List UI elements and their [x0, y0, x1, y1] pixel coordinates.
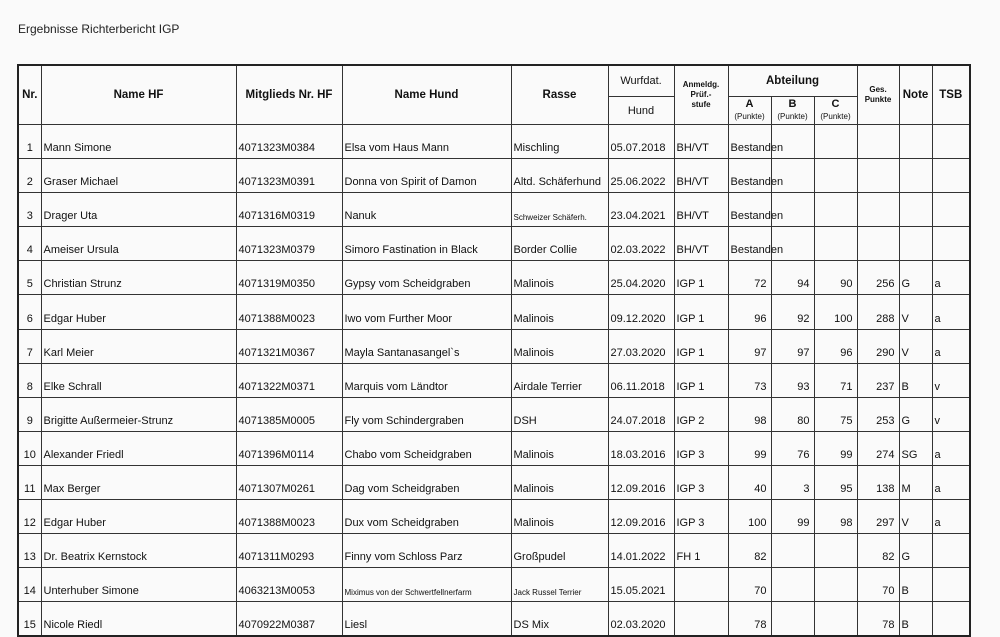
header-name-hf: Name HF [41, 65, 236, 125]
cell-wurfdat: 06.11.2018 [608, 363, 674, 397]
cell-abteilung-c: 96 [814, 329, 857, 363]
cell-abteilung-c [814, 125, 857, 159]
cell-pruefstufe: FH 1 [674, 534, 728, 568]
cell-mitglieds-nr: 4071385M0005 [236, 397, 342, 431]
header-ges-line1: Ges. [869, 85, 887, 94]
header-abteilung: Abteilung [728, 65, 857, 97]
table-row [18, 363, 970, 397]
cell-name-hund: Fly vom Schindergraben [342, 397, 511, 431]
header-b-letter: B [788, 98, 797, 110]
cell-tsb: a [932, 295, 970, 329]
cell-abteilung-a: 72 [728, 261, 771, 295]
cell-wurfdat: 15.05.2021 [608, 568, 674, 602]
table-row [18, 465, 970, 499]
cell-nr: 5 [18, 261, 41, 295]
cell-rasse: Mischling [511, 125, 608, 159]
header-ges-punkte [857, 65, 899, 125]
table-row [18, 125, 970, 159]
cell-wurfdat: 27.03.2020 [608, 329, 674, 363]
header-ges-line2: Punkte [864, 95, 892, 104]
cell-wurfdat: 05.07.2018 [608, 125, 674, 159]
cell-name-hund: Mayla Santanasangel`s [342, 329, 511, 363]
cell-name-hf: Mann Simone [41, 125, 236, 159]
cell-note [899, 125, 932, 159]
cell-name-hund: Iwo vom Further Moor [342, 295, 511, 329]
cell-abteilung-a: 100 [728, 500, 771, 534]
cell-note: G [899, 397, 932, 431]
header-nr: Nr. [18, 65, 41, 125]
cell-name-hund: Dag vom Scheidgraben [342, 465, 511, 499]
cell-mitglieds-nr: 4071319M0350 [236, 261, 342, 295]
cell-abteilung-c: 90 [814, 261, 857, 295]
cell-nr: 10 [18, 431, 41, 465]
cell-name-hf: Alexander Friedl [41, 431, 236, 465]
cell-abteilung-a: 78 [728, 602, 771, 637]
cell-note [899, 193, 932, 227]
cell-rasse: DSH [511, 397, 608, 431]
header-abteilung-a [728, 97, 771, 125]
cell-abteilung-c: 95 [814, 465, 857, 499]
header-rasse: Rasse [511, 65, 608, 125]
cell-mitglieds-nr: 4071311M0293 [236, 534, 342, 568]
cell-ges-punkte: 138 [857, 465, 899, 499]
cell-name-hund: Miximus von der Schwertfellnerfarm [342, 568, 511, 602]
cell-wurfdat: 24.07.2018 [608, 397, 674, 431]
cell-ges-punkte: 274 [857, 431, 899, 465]
table-row [18, 193, 970, 227]
cell-abteilung-b [771, 568, 814, 602]
cell-ges-punkte: 82 [857, 534, 899, 568]
cell-note: G [899, 261, 932, 295]
cell-name-hf: Graser Michael [41, 159, 236, 193]
cell-name-hund: Chabo vom Scheidgraben [342, 431, 511, 465]
cell-abteilung-b: 97 [771, 329, 814, 363]
header-a-punkte: (Punkte) [734, 112, 765, 121]
cell-rasse: DS Mix [511, 602, 608, 637]
cell-pruefstufe: IGP 3 [674, 431, 728, 465]
cell-nr: 9 [18, 397, 41, 431]
cell-ges-punkte: 78 [857, 602, 899, 637]
table-row [18, 431, 970, 465]
cell-tsb: a [932, 431, 970, 465]
cell-abteilung-c [814, 159, 857, 193]
cell-nr: 12 [18, 500, 41, 534]
cell-nr: 15 [18, 602, 41, 637]
cell-name-hund: Simoro Fastination in Black [342, 227, 511, 261]
cell-wurfdat: 23.04.2021 [608, 193, 674, 227]
header-anmeldg-line3: stufe [691, 100, 711, 109]
cell-rasse: Border Collie [511, 227, 608, 261]
cell-name-hund: Marquis vom Ländtor [342, 363, 511, 397]
cell-nr: 13 [18, 534, 41, 568]
cell-note: B [899, 363, 932, 397]
table-row [18, 159, 970, 193]
header-name-hund: Name Hund [342, 65, 511, 125]
cell-nr: 4 [18, 227, 41, 261]
cell-abteilung-b: 93 [771, 363, 814, 397]
cell-abteilung-a: 98 [728, 397, 771, 431]
cell-abteilung-c: 71 [814, 363, 857, 397]
cell-ges-punkte: 237 [857, 363, 899, 397]
cell-abteilung-a: Bestanden [728, 227, 771, 261]
cell-tsb: a [932, 261, 970, 295]
cell-mitglieds-nr: 4071396M0114 [236, 431, 342, 465]
cell-tsb: v [932, 397, 970, 431]
cell-abteilung-c [814, 193, 857, 227]
cell-name-hf: Edgar Huber [41, 295, 236, 329]
cell-mitglieds-nr: 4071323M0391 [236, 159, 342, 193]
cell-wurfdat: 18.03.2016 [608, 431, 674, 465]
cell-ges-punkte: 297 [857, 500, 899, 534]
cell-wurfdat: 12.09.2016 [608, 465, 674, 499]
cell-name-hf: Elke Schrall [41, 363, 236, 397]
cell-name-hf: Max Berger [41, 465, 236, 499]
results-body [18, 125, 970, 637]
cell-abteilung-b: 76 [771, 431, 814, 465]
cell-pruefstufe: IGP 1 [674, 295, 728, 329]
cell-tsb: a [932, 465, 970, 499]
cell-tsb: a [932, 329, 970, 363]
cell-name-hf: Edgar Huber [41, 500, 236, 534]
cell-name-hf: Brigitte Außermeier-Strunz [41, 397, 236, 431]
cell-abteilung-a: 99 [728, 431, 771, 465]
cell-rasse: Malinois [511, 465, 608, 499]
cell-nr: 7 [18, 329, 41, 363]
cell-rasse: Malinois [511, 500, 608, 534]
cell-abteilung-b: 94 [771, 261, 814, 295]
cell-abteilung-b [771, 534, 814, 568]
cell-name-hf: Drager Uta [41, 193, 236, 227]
cell-note: V [899, 500, 932, 534]
cell-abteilung-c [814, 602, 857, 637]
cell-pruefstufe: IGP 1 [674, 329, 728, 363]
cell-name-hund: Liesl [342, 602, 511, 637]
cell-note: V [899, 295, 932, 329]
cell-abteilung-a: 97 [728, 329, 771, 363]
cell-note: M [899, 465, 932, 499]
cell-tsb: a [932, 500, 970, 534]
cell-mitglieds-nr: 4071316M0319 [236, 193, 342, 227]
cell-name-hund: Finny vom Schloss Parz [342, 534, 511, 568]
header-anmeldg-line2: Prüf.- [690, 90, 712, 99]
cell-name-hund: Nanuk [342, 193, 511, 227]
cell-nr: 11 [18, 465, 41, 499]
cell-mitglieds-nr: 4071322M0371 [236, 363, 342, 397]
cell-pruefstufe: IGP 3 [674, 465, 728, 499]
cell-note: V [899, 329, 932, 363]
cell-pruefstufe: BH/VT [674, 193, 728, 227]
cell-ges-punkte: 290 [857, 329, 899, 363]
table-row [18, 261, 970, 295]
cell-pruefstufe [674, 568, 728, 602]
cell-pruefstufe: IGP 1 [674, 261, 728, 295]
cell-ges-punkte: 70 [857, 568, 899, 602]
cell-note [899, 227, 932, 261]
cell-pruefstufe: IGP 3 [674, 500, 728, 534]
cell-note [899, 159, 932, 193]
cell-pruefstufe: IGP 1 [674, 363, 728, 397]
cell-nr: 2 [18, 159, 41, 193]
cell-wurfdat: 25.04.2020 [608, 261, 674, 295]
cell-pruefstufe: IGP 2 [674, 397, 728, 431]
cell-abteilung-c [814, 568, 857, 602]
cell-ges-punkte [857, 125, 899, 159]
cell-abteilung-a: Bestanden [728, 125, 771, 159]
cell-rasse: Jack Russel Terrier [511, 568, 608, 602]
cell-abteilung-c: 75 [814, 397, 857, 431]
cell-mitglieds-nr: 4071323M0379 [236, 227, 342, 261]
cell-tsb [932, 159, 970, 193]
table-row [18, 500, 970, 534]
cell-pruefstufe: BH/VT [674, 227, 728, 261]
cell-wurfdat: 09.12.2020 [608, 295, 674, 329]
cell-nr: 6 [18, 295, 41, 329]
cell-nr: 3 [18, 193, 41, 227]
header-tsb: TSB [932, 65, 970, 125]
cell-tsb [932, 227, 970, 261]
cell-name-hund: Elsa vom Haus Mann [342, 125, 511, 159]
cell-rasse: Großpudel [511, 534, 608, 568]
cell-name-hf: Christian Strunz [41, 261, 236, 295]
cell-nr: 14 [18, 568, 41, 602]
cell-name-hund: Dux vom Scheidgraben [342, 500, 511, 534]
cell-abteilung-a: Bestanden [728, 159, 771, 193]
results-table [17, 64, 971, 637]
cell-abteilung-b: 3 [771, 465, 814, 499]
header-c-letter: C [831, 98, 840, 110]
cell-abteilung-a: 82 [728, 534, 771, 568]
cell-tsb [932, 534, 970, 568]
cell-ges-punkte: 288 [857, 295, 899, 329]
cell-abteilung-c: 100 [814, 295, 857, 329]
cell-rasse: Malinois [511, 261, 608, 295]
cell-ges-punkte [857, 193, 899, 227]
cell-name-hund: Gypsy vom Scheidgraben [342, 261, 511, 295]
cell-ges-punkte [857, 159, 899, 193]
header-anmeldg-line1: Anmeldg. [682, 80, 720, 89]
cell-mitglieds-nr: 4071388M0023 [236, 500, 342, 534]
page-title: Ergebnisse Richterbericht IGP [18, 22, 180, 36]
cell-name-hf: Karl Meier [41, 329, 236, 363]
table-row [18, 397, 970, 431]
cell-abteilung-c [814, 534, 857, 568]
cell-mitglieds-nr: 4071323M0384 [236, 125, 342, 159]
table-row [18, 295, 970, 329]
cell-rasse: Schweizer Schäferh. [511, 193, 608, 227]
cell-abteilung-c: 98 [814, 500, 857, 534]
header-note: Note [899, 65, 932, 125]
header-mitglieds-nr: Mitglieds Nr. HF [236, 65, 342, 125]
cell-nr: 1 [18, 125, 41, 159]
table-row [18, 227, 970, 261]
cell-pruefstufe: BH/VT [674, 159, 728, 193]
cell-abteilung-b: 80 [771, 397, 814, 431]
cell-rasse: Malinois [511, 295, 608, 329]
cell-mitglieds-nr: 4071307M0261 [236, 465, 342, 499]
cell-nr: 8 [18, 363, 41, 397]
header-c-punkte: (Punkte) [820, 112, 851, 121]
cell-mitglieds-nr: 4070922M0387 [236, 602, 342, 637]
cell-rasse: Malinois [511, 431, 608, 465]
cell-mitglieds-nr: 4071388M0023 [236, 295, 342, 329]
table-row [18, 329, 970, 363]
cell-note: G [899, 534, 932, 568]
cell-abteilung-a: 73 [728, 363, 771, 397]
cell-wurfdat: 25.06.2022 [608, 159, 674, 193]
cell-note: B [899, 602, 932, 637]
cell-ges-punkte: 256 [857, 261, 899, 295]
cell-wurfdat: 02.03.2020 [608, 602, 674, 637]
cell-tsb [932, 568, 970, 602]
cell-rasse: Altd. Schäferhund [511, 159, 608, 193]
cell-mitglieds-nr: 4071321M0367 [236, 329, 342, 363]
header-wurfdat: Wurfdat. [608, 65, 674, 97]
header-abteilung-b [771, 97, 814, 125]
table-row [18, 602, 970, 637]
cell-ges-punkte [857, 227, 899, 261]
header-hund: Hund [608, 97, 674, 125]
cell-abteilung-a: 70 [728, 568, 771, 602]
cell-abteilung-b [771, 602, 814, 637]
table-row [18, 534, 970, 568]
cell-tsb [932, 193, 970, 227]
cell-ges-punkte: 253 [857, 397, 899, 431]
cell-pruefstufe: BH/VT [674, 125, 728, 159]
cell-name-hf: Unterhuber Simone [41, 568, 236, 602]
cell-name-hund: Donna von Spirit of Damon [342, 159, 511, 193]
cell-wurfdat: 12.09.2016 [608, 500, 674, 534]
cell-wurfdat: 14.01.2022 [608, 534, 674, 568]
header-a-letter: A [745, 98, 754, 110]
cell-abteilung-b: 99 [771, 500, 814, 534]
cell-name-hf: Nicole Riedl [41, 602, 236, 637]
cell-name-hf: Dr. Beatrix Kernstock [41, 534, 236, 568]
cell-abteilung-a: Bestanden [728, 193, 771, 227]
header-abteilung-c [814, 97, 857, 125]
cell-name-hf: Ameiser Ursula [41, 227, 236, 261]
header-b-punkte: (Punkte) [777, 112, 808, 121]
cell-mitglieds-nr: 4063213M0053 [236, 568, 342, 602]
cell-wurfdat: 02.03.2022 [608, 227, 674, 261]
table-row [18, 568, 970, 602]
cell-note: SG [899, 431, 932, 465]
cell-abteilung-b: 92 [771, 295, 814, 329]
cell-tsb [932, 125, 970, 159]
cell-pruefstufe [674, 602, 728, 637]
cell-rasse: Airdale Terrier [511, 363, 608, 397]
cell-abteilung-c [814, 227, 857, 261]
cell-abteilung-a: 40 [728, 465, 771, 499]
cell-note: B [899, 568, 932, 602]
cell-tsb: v [932, 363, 970, 397]
header-anmeldg [674, 65, 728, 125]
header-row-1 [18, 65, 970, 97]
cell-tsb [932, 602, 970, 637]
cell-abteilung-a: 96 [728, 295, 771, 329]
cell-abteilung-c: 99 [814, 431, 857, 465]
cell-rasse: Malinois [511, 329, 608, 363]
